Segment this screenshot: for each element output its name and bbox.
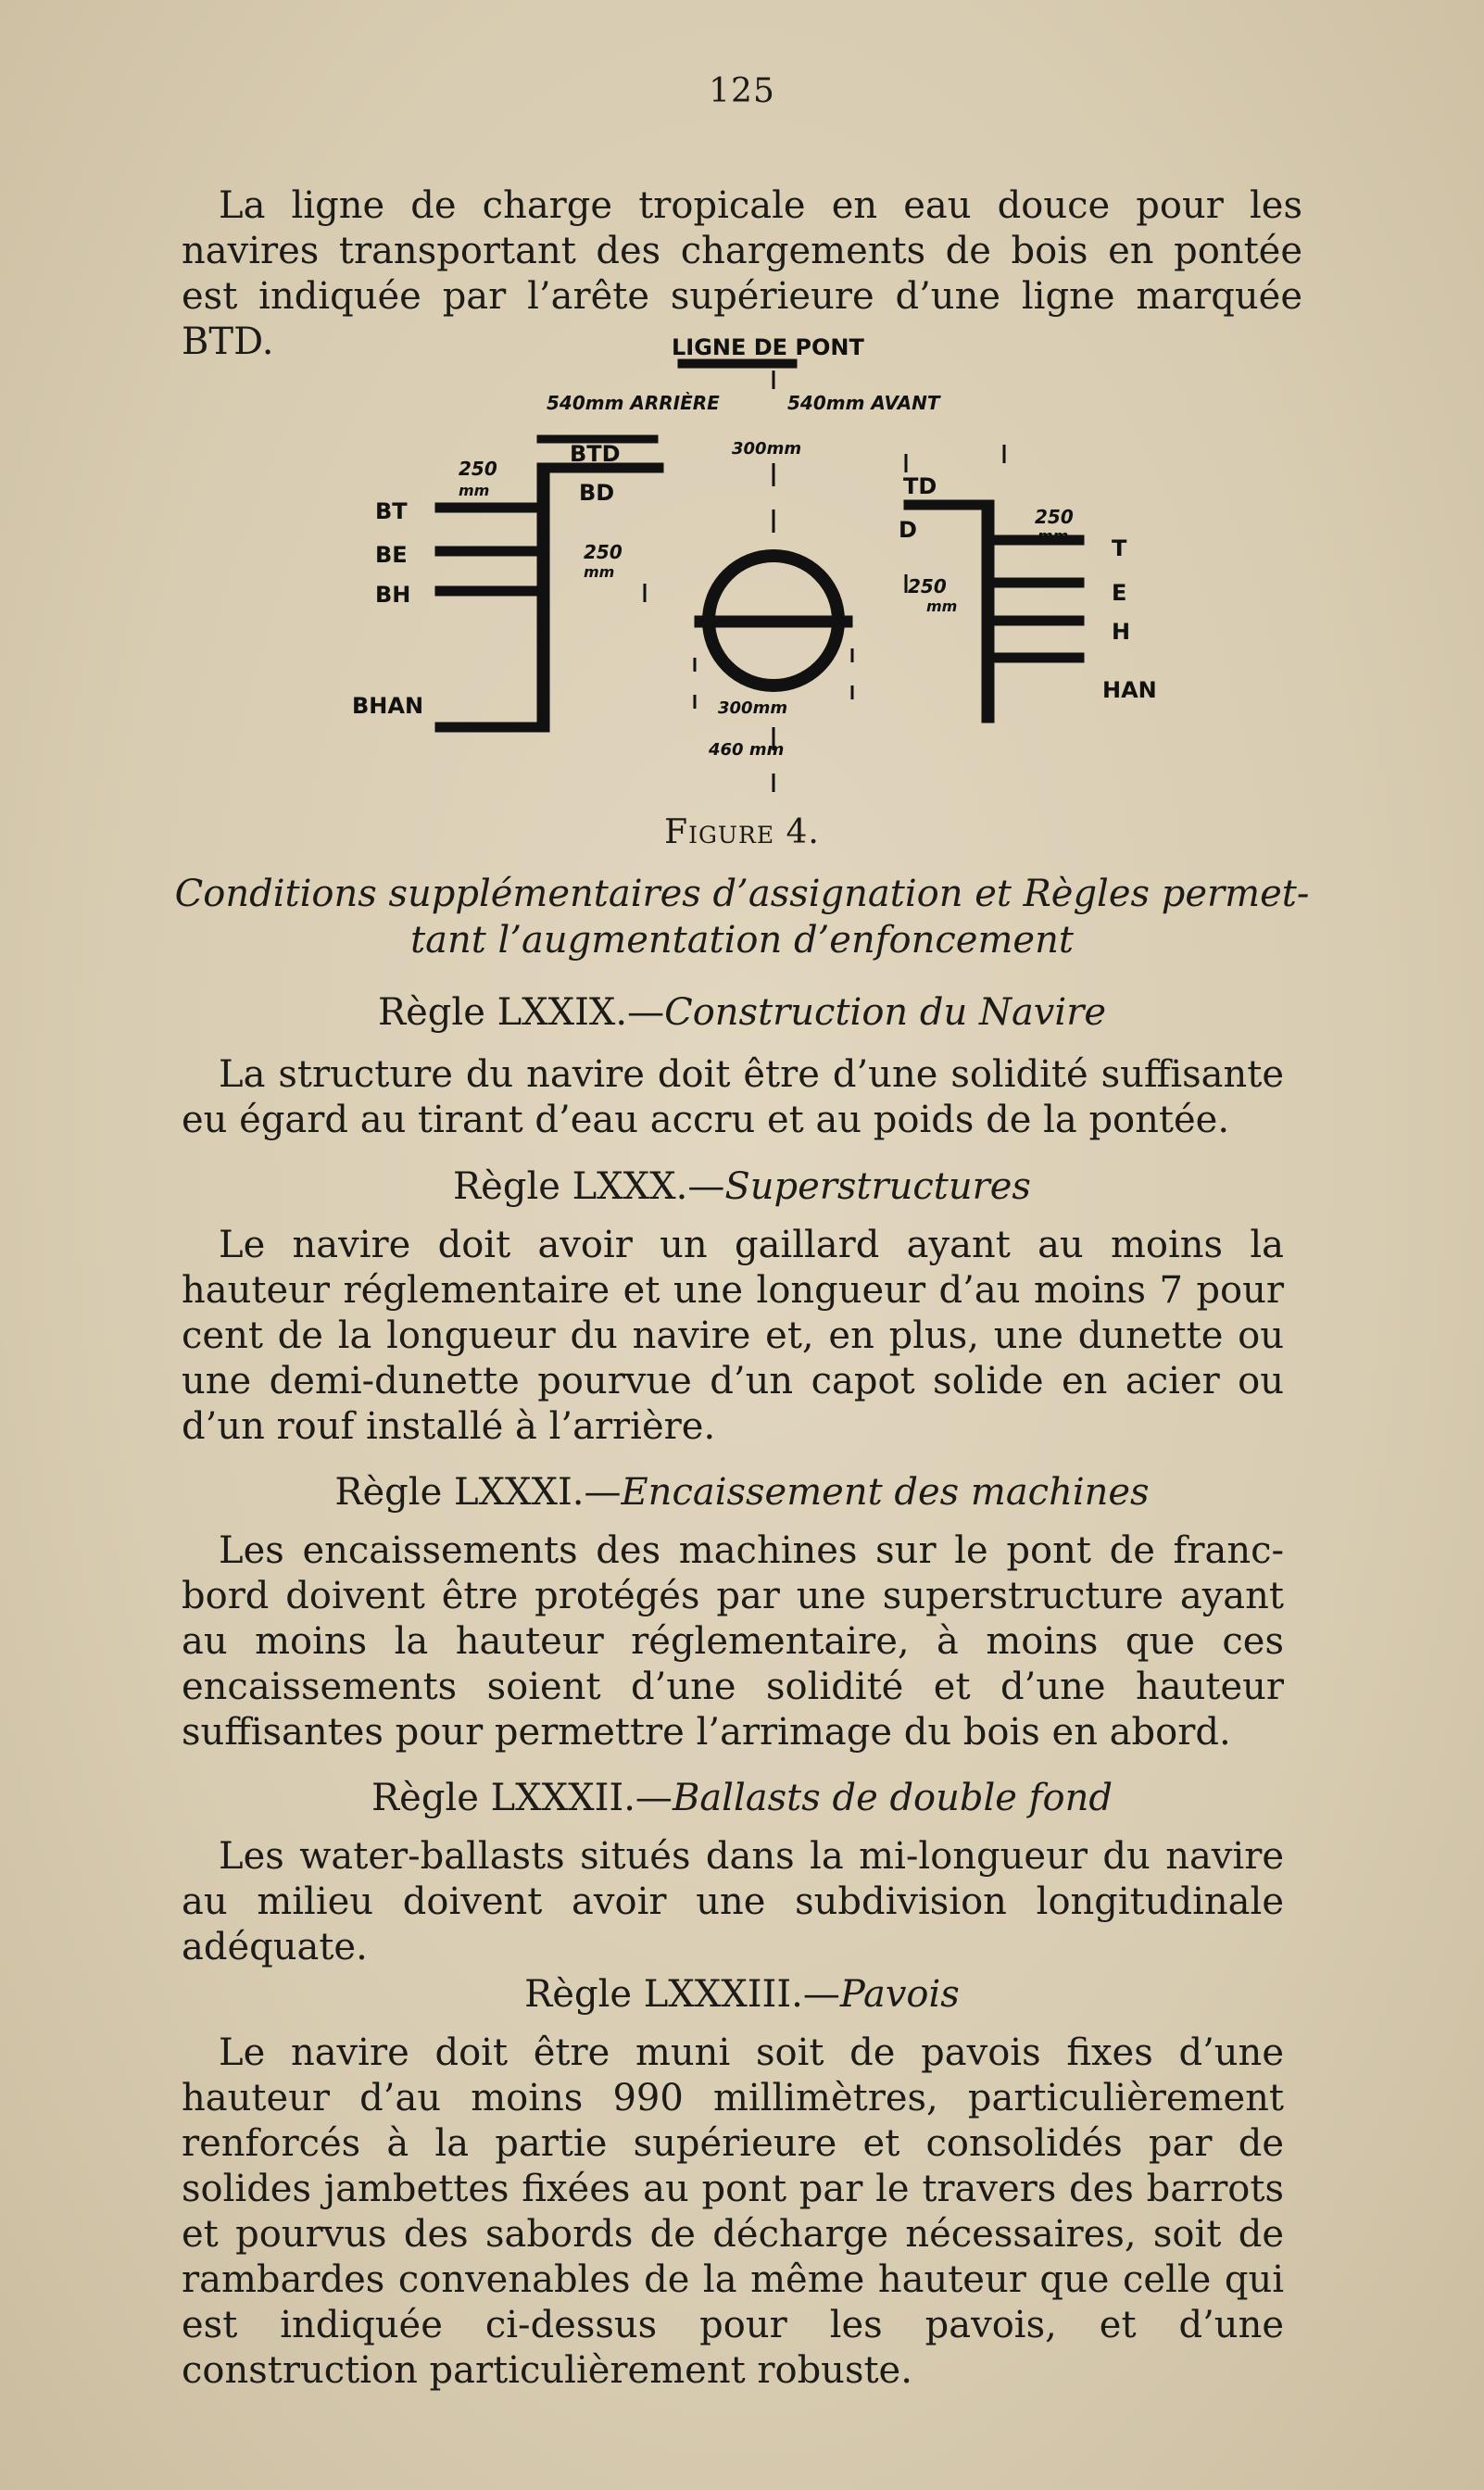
right-vertical-bar: [982, 500, 994, 723]
section-subtitle-line1: Conditions supplémentaires d’assignation et Règles permet-: [174, 873, 1310, 915]
han-line: [982, 653, 1084, 662]
rule-paragraph: [182, 2031, 1284, 2394]
dim-mm-b: mm: [584, 563, 615, 581]
e-line: [982, 578, 1084, 587]
bhan-line: [435, 723, 549, 732]
rule-title: Encaissement des machines: [621, 1471, 1150, 1514]
fwd-label: 540mm AVANT: [787, 392, 940, 414]
rule-paragraph: [182, 1834, 1284, 1970]
bd-label: BD: [579, 480, 615, 506]
deck-line-mark: [678, 359, 797, 368]
bt-line: [435, 503, 549, 512]
dim-300-top: 300mm: [732, 439, 802, 459]
rule-text: La structure du navire doit être d’une solidité suffisante eu égard au tirant d’eau accru et au poids de la pontée.: [182, 1053, 1284, 1141]
dim-250-b: 250: [584, 541, 623, 563]
dim-460: 460 mm: [709, 740, 785, 760]
intro-text: La ligne de charge tropicale en eau douce pour les navires transportant des chargements de bois en pontée est indiquée par l’arête supérieure d’une ligne marquée BTD.: [182, 184, 1302, 363]
rule-number: Règle LXXXII.—: [371, 1777, 673, 1819]
rule-title: Ballasts de double fond: [672, 1777, 1113, 1819]
rule-title: Superstructures: [724, 1165, 1031, 1208]
rule-text: Le navire doit avoir un gaillard ayant au moins la hauteur réglementaire et une longueur d’au moins 7 pour cent de la longueur du navire et, en plus, une dunette ou une demi-dunette pourvue d’un capot solide en acier ou d’un rouf installé à l’arrière.: [182, 1224, 1284, 1448]
page-number: 125: [709, 72, 775, 110]
rule-title: Pavois: [839, 1973, 960, 2016]
rule-number: Règle LXXX.—: [453, 1165, 725, 1208]
t-line: [982, 535, 1084, 545]
bhan-label: BHAN: [352, 693, 424, 719]
rule-text: Le navire doit être muni soit de pavois fixes d’une hauteur d’au moins 990 millimètres, particulièrement renforcés à la partie supérieure et consolidés par de solides jambettes fixées au pont par le travers des barrots et pourvus des sabords de décharge nécessaires, soit de rambardes convenables de la même hauteur que celle qui est indiquée ci-dessus pour les pavois, et d’une construction particulièrement robuste.: [182, 2031, 1284, 2392]
be-label: BE: [375, 542, 408, 568]
rule-heading: [0, 1165, 1484, 1208]
dim-300-bottom: 300mm: [718, 698, 788, 718]
figure-caption: Figure 4.: [664, 813, 820, 851]
bt-label: BT: [375, 498, 408, 524]
dim-250-d: 250: [908, 575, 947, 597]
rule-number: Règle LXXXI.—: [334, 1471, 622, 1514]
rule-heading: [0, 1973, 1484, 2016]
rule-paragraph: [182, 1223, 1284, 1450]
han-label: HAN: [1102, 677, 1157, 703]
bh-label: BH: [375, 582, 411, 608]
section-subtitle-line2: tant l’augmentation d’enfoncement: [410, 919, 1074, 962]
rule-text: Les water-ballasts situés dans la mi-longueur du navire au milieu doivent avoir une subdivision longitudinale adéquate.: [182, 1835, 1284, 1968]
rule-paragraph: [182, 1528, 1284, 1755]
rule-number: Règle LXXIX.—: [378, 991, 665, 1034]
dim-mm-c: mm: [1038, 527, 1069, 545]
h-line: [982, 616, 1084, 625]
dim-250-a: 250: [459, 458, 497, 480]
t-label: T: [1112, 535, 1127, 561]
td-label: TD: [903, 473, 937, 499]
dim-mm-d: mm: [926, 597, 958, 615]
e-label: E: [1112, 580, 1127, 606]
rule-text: Les encaissements des machines sur le pont de franc-bord doivent être protégés par une superstructure ayant au moins la hauteur réglementaire, à moins que ces encaissements soient d’une solidité et d’une hauteur suffisantes pour permettre l’arrimage du bois en abord.: [182, 1529, 1284, 1754]
rule-paragraph: [182, 1052, 1284, 1143]
load-line-diagram: [352, 324, 1186, 806]
rule-heading: [0, 1777, 1484, 1819]
d-line: [904, 500, 994, 509]
h-label: H: [1112, 619, 1131, 645]
aft-label: 540mm ARRIÈRE: [547, 392, 720, 414]
bh-line: [435, 586, 549, 596]
rule-number: Règle LXXXIII.—: [524, 1973, 840, 2016]
deck-line-label: LIGNE DE PONT: [672, 334, 864, 360]
dim-250-c: 250: [1035, 506, 1074, 528]
d-label: D: [899, 517, 917, 543]
btd-label: BTD: [570, 441, 621, 467]
dim-mm-a: mm: [459, 482, 490, 499]
rule-heading: [0, 991, 1484, 1034]
be-line: [435, 547, 549, 556]
rule-title: Construction du Navire: [664, 991, 1106, 1034]
disc-bar: [695, 616, 852, 627]
rule-heading: [0, 1471, 1484, 1514]
